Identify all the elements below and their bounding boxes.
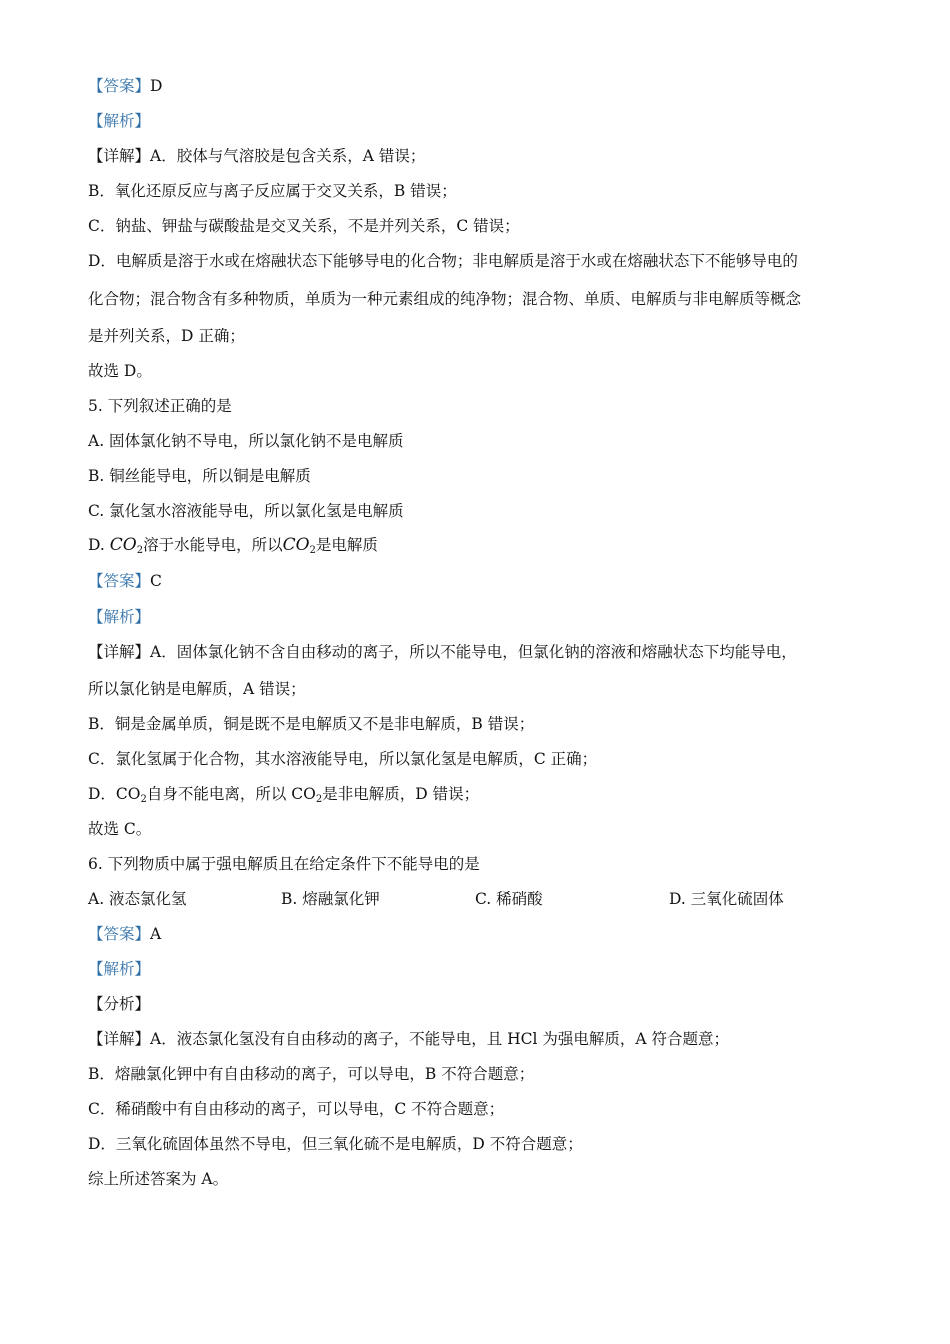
detail-tag: 【详解】 (88, 1030, 151, 1048)
detail-text: 自身不能电离，所以 CO (146, 785, 316, 803)
detail-line (88, 146, 425, 166)
answer-tag: 【答案】 (88, 77, 151, 95)
option-a: A. 固体氯化钠不导电，所以氯化钠不是电解质 (88, 432, 404, 450)
detail-text: A．液态氯化氢没有自由移动的离子，不能导电，且 HCl 为强电解质，A 符合题意； (150, 1030, 730, 1048)
option-d (88, 535, 378, 561)
detail-line: D．电解质是溶于水或在熔融状态下能够导电的化合物；非电解质是溶于水或在熔融状态下不能够导电的 (88, 252, 798, 270)
formula-subscript: 2 (140, 794, 147, 805)
detail-line: 化合物；混合物含有多种物质，单质为一种元素组成的纯净物；混合物、单质、电解质与非电解质等概念 (88, 290, 802, 308)
option-b: B. 熔融氯化钾 (281, 890, 380, 908)
detail-text: A．胶体与气溶胶是包含关系，A 错误； (150, 147, 426, 165)
detail-line: B．氧化还原反应与离子反应属于交叉关系，B 错误； (88, 182, 457, 200)
option-b: B. 铜丝能导电，所以铜是电解质 (88, 467, 311, 485)
answer-value: C (150, 572, 162, 590)
analysis-tag: 【解析】 (88, 112, 151, 130)
detail-line: B．铜是金属单质，铜是既不是电解质又不是非电解质，B 错误； (88, 715, 535, 733)
detail-tag: 【详解】 (88, 643, 151, 661)
option-d: D. 三氧化硫固体 (669, 890, 784, 908)
answer-line (88, 924, 161, 944)
answer-tag: 【答案】 (88, 925, 151, 943)
detail-line: C．钠盐、钾盐与碳酸盐是交叉关系，不是并列关系，C 错误； (88, 217, 520, 235)
answer-value: D (150, 77, 163, 95)
formula-co2: CO (109, 535, 137, 555)
detail-line: C．稀硝酸中有自由移动的离子，可以导电，C 不符合题意； (88, 1100, 505, 1118)
answer-line (88, 76, 162, 96)
formula-co2: CO (282, 535, 310, 555)
option-c: C. 稀硝酸 (475, 890, 543, 908)
formula-subscript: 2 (136, 545, 144, 556)
formula-subscript: 2 (309, 545, 316, 556)
detail-line (88, 642, 797, 662)
detail-text: D．CO (88, 785, 141, 803)
detail-line (88, 1029, 729, 1049)
fenxi-tag: 【分析】 (88, 995, 151, 1013)
option-d-text: 是电解质 (315, 536, 378, 554)
answer-value: A (150, 925, 162, 943)
detail-line: C．氯化氢属于化合物，其水溶液能导电，所以氯化氢是电解质，C 正确； (88, 750, 598, 768)
answer-line (88, 571, 162, 591)
analysis-tag: 【解析】 (88, 608, 151, 626)
detail-text: A．固体氯化钠不含自由移动的离子，所以不能导电，但氯化钠的溶液和熔融状态下均能导电， (150, 643, 797, 661)
detail-tag: 【详解】 (88, 147, 151, 165)
conclusion: 故选 C。 (88, 820, 152, 838)
answer-tag: 【答案】 (88, 572, 151, 590)
conclusion: 故选 D。 (88, 362, 152, 380)
question-stem: 5. 下列叙述正确的是 (88, 397, 232, 415)
detail-line: 所以氯化钠是电解质，A 错误； (88, 680, 306, 698)
conclusion: 综上所述答案为 A。 (88, 1170, 229, 1188)
detail-line: 是并列关系，D 正确； (88, 327, 245, 345)
option-d-text: 溶于水能导电，所以 (143, 536, 283, 554)
option-a: A. 液态氯化氢 (88, 890, 187, 908)
question-stem: 6. 下列物质中属于强电解质且在给定条件下不能导电的是 (88, 855, 480, 873)
option-c: C. 氯化氢水溶液能导电，所以氯化氢是电解质 (88, 502, 404, 520)
option-d-prefix: D. (88, 536, 110, 554)
detail-line (88, 784, 479, 810)
detail-line: B．熔融氯化钾中有自由移动的离子，可以导电，B 不符合题意； (88, 1065, 535, 1083)
analysis-tag: 【解析】 (88, 960, 151, 978)
detail-text: 是非电解质，D 错误； (322, 785, 480, 803)
detail-line: D．三氧化硫固体虽然不导电，但三氧化硫不是电解质，D 不符合题意； (88, 1135, 583, 1153)
formula-subscript: 2 (315, 794, 323, 805)
